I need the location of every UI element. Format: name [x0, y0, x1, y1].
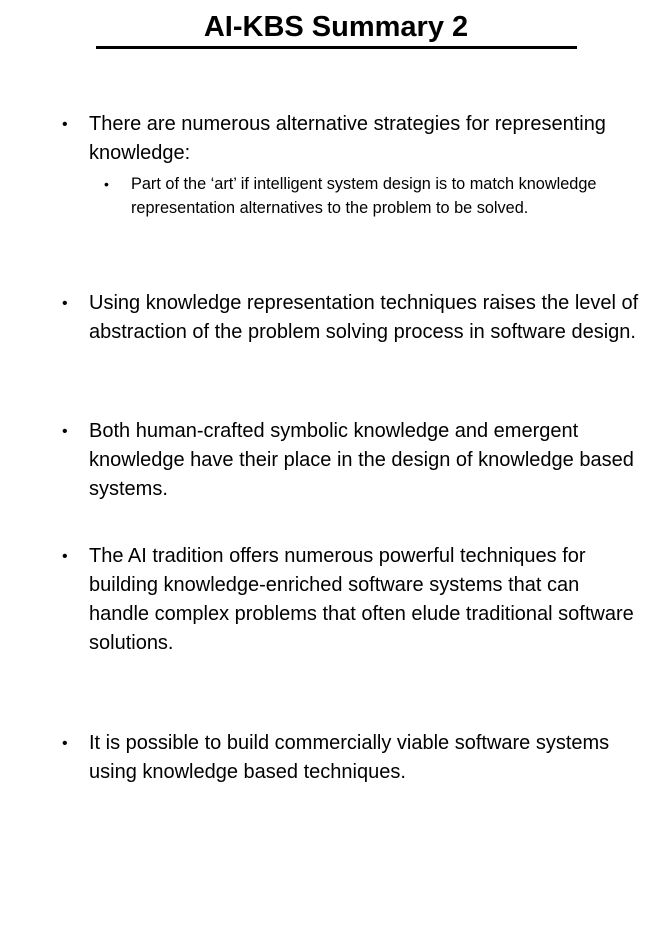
- bullet-dot-icon: •: [62, 116, 68, 133]
- bullet-item: [62, 110, 639, 168]
- bullet-dot-icon: •: [62, 295, 68, 312]
- bullet-item: [62, 289, 639, 347]
- bullet-text: There are numerous alternative strategies for representing knowledge:: [89, 113, 606, 164]
- sub-bullet-text: Part of the ‘art’ if intelligent system design is to match knowledge representation alternatives to the problem to be solved.: [131, 175, 597, 217]
- bullet-text: Both human-crafted symbolic knowledge and emergent knowledge have their place in the design of knowledge based systems.: [89, 420, 634, 500]
- bullet-text: Using knowledge representation techniques raises the level of abstraction of the problem solving process in software design.: [89, 292, 639, 343]
- title-underline: [96, 46, 577, 49]
- page-title: AI-KBS Summary 2: [203, 11, 469, 43]
- bullet-dot-icon: •: [62, 548, 68, 565]
- bullet-text: It is possible to build commercially viable software systems using knowledge based techniques.: [89, 732, 610, 783]
- bullet-item: [62, 542, 639, 658]
- sub-bullet-item: [104, 172, 631, 220]
- bullet-item: [62, 417, 639, 504]
- bullet-item: [62, 729, 639, 787]
- sub-bullet-dot-icon: •: [104, 176, 109, 192]
- bullet-dot-icon: •: [62, 735, 68, 752]
- bullet-text: The AI tradition offers numerous powerful techniques for building knowledge-enriched software systems that can handle complex problems that often elude traditional software solutions.: [89, 545, 634, 654]
- bullet-dot-icon: •: [62, 423, 68, 440]
